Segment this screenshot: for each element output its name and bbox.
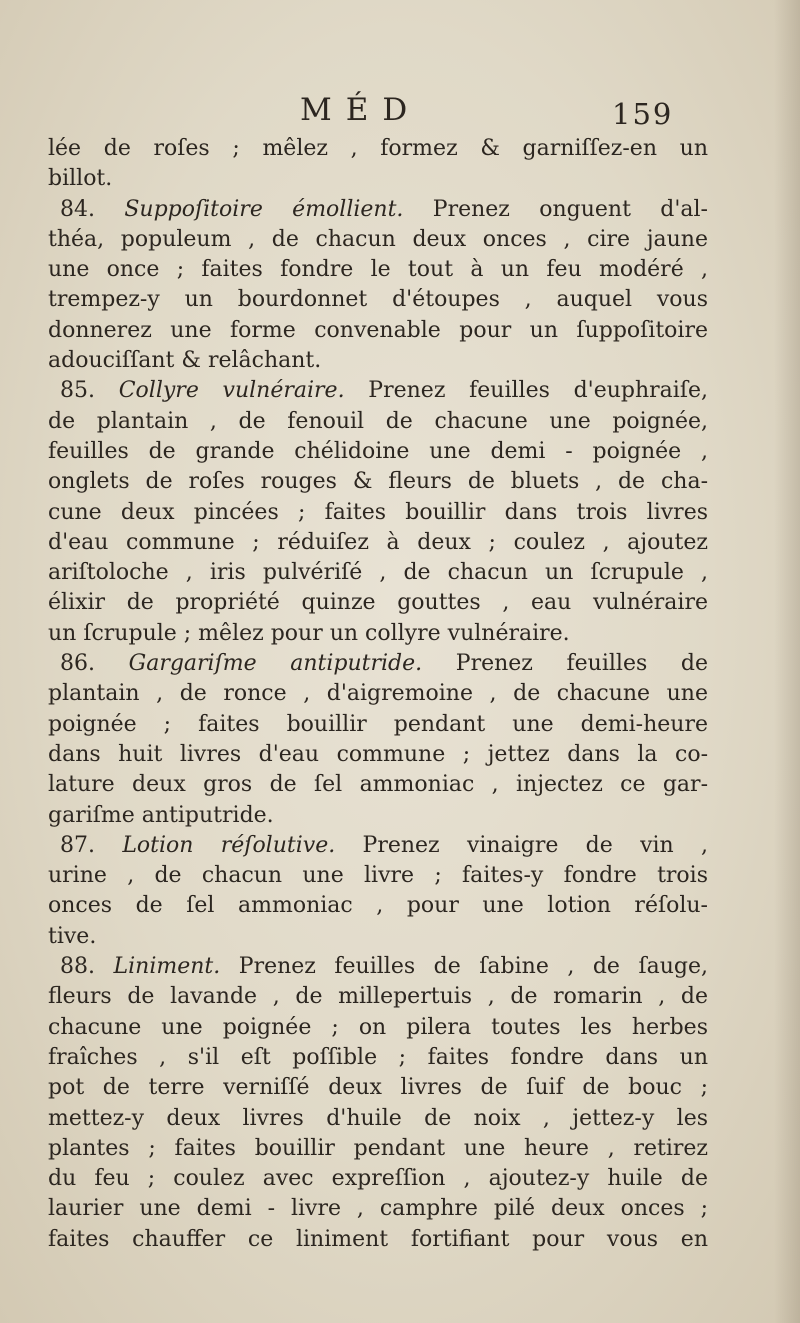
text-line: [48, 1225, 708, 1255]
line-text: mettez-y deux livres d'huile de noix , jettez-y les: [48, 1105, 708, 1131]
text-line: [48, 407, 708, 437]
line-text: Prenez feuilles d'euphraiſe,: [368, 378, 708, 404]
line-text: fleurs de lavande , de millepertuis , de romarin , de: [48, 984, 708, 1010]
text-line: [48, 467, 708, 497]
text-line: [48, 498, 708, 528]
text-line: [48, 952, 708, 982]
line-text: feuilles de grande chélidoine une demi - poignée ,: [48, 438, 708, 464]
entry-number: 86.: [60, 651, 95, 677]
line-text: donnerez une forme convenable pour un ſuppoſitoire: [48, 317, 708, 343]
entry-title: Liniment.: [113, 954, 221, 980]
line-text: un ſcrupule ; mêlez pour un collyre vulnéraire.: [48, 620, 570, 646]
body-text: [48, 134, 708, 1255]
text-line: [48, 982, 708, 1012]
line-text: une once ; faites fondre le tout à un feu modéré ,: [48, 257, 708, 283]
entry-number: 87.: [60, 832, 95, 858]
line-text: lée de roſes ; mêlez , formez & garniſſez-en un: [48, 136, 708, 161]
text-line: [48, 679, 708, 709]
line-text: tive.: [48, 923, 97, 949]
line-text: cune deux pincées ; faites bouillir dans trois livres: [48, 499, 708, 525]
line-text: de plantain , de fenouil de chacune une poignée,: [48, 408, 708, 434]
entry-title: Collyre vulnéraire.: [118, 378, 345, 404]
line-text: dans huit livres d'eau commune ; jettez dans la co-: [48, 741, 708, 767]
text-line: [48, 376, 708, 406]
text-line: [48, 285, 708, 315]
line-text: élixir de propriété quinze gouttes , eau vulnéraire: [48, 590, 708, 616]
text-line: [48, 1134, 708, 1164]
text-line: [48, 770, 708, 800]
page-header: [0, 92, 800, 132]
text-line: [48, 891, 708, 921]
line-text: chacune une poignée ; on pilera toutes les herbes: [48, 1014, 708, 1040]
entry-number: 84.: [60, 196, 95, 222]
text-line: [48, 437, 708, 467]
text-line: [48, 1164, 708, 1194]
text-line: [48, 134, 708, 164]
text-line: [48, 1043, 708, 1073]
line-text: gariſme antiputride.: [48, 802, 274, 828]
line-text: urine , de chacun une livre ; faites-y fondre trois: [48, 863, 708, 889]
entry-title: Gargariſme antiputride.: [128, 651, 423, 677]
line-text: fraîches , s'il eſt poſſible ; faites fondre dans un: [48, 1044, 708, 1070]
text-line: [48, 255, 708, 285]
text-line: [48, 1013, 708, 1043]
line-text: Prenez vinaigre de vin ,: [362, 832, 708, 858]
text-line: [48, 619, 708, 649]
line-text: d'eau commune ; réduiſez à deux ; coulez , ajoutez: [48, 529, 708, 555]
line-text: du feu ; coulez avec expreſſion , ajoutez-y huile de: [48, 1166, 708, 1192]
line-text: onces de ſel ammoniac , pour une lotion réſolu-: [48, 893, 708, 919]
line-text: billot.: [48, 166, 113, 192]
text-line: [48, 164, 708, 194]
running-head: MÉD: [300, 92, 422, 128]
text-line: [48, 1073, 708, 1103]
line-text: théa, populeum , de chacun deux onces , cire jaune: [48, 226, 708, 252]
entry-title: Lotion réſolutive.: [122, 832, 336, 858]
line-text: plantain , de ronce , d'aigremoine , de chacune une: [48, 681, 708, 707]
text-line: [48, 649, 708, 679]
line-text: plantes ; faites bouillir pendant une heure , retirez: [48, 1135, 708, 1161]
text-line: [48, 316, 708, 346]
text-line: [48, 225, 708, 255]
text-line: [48, 195, 708, 225]
line-text: pot de terre verniſſé deux livres de ſuif de bouc ;: [48, 1075, 708, 1101]
line-text: onglets de roſes rouges & fleurs de bluets , de cha-: [48, 469, 708, 495]
text-line: [48, 528, 708, 558]
text-line: [48, 861, 708, 891]
text-line: [48, 801, 708, 831]
line-text: Prenez feuilles de ſabine , de ſauge,: [238, 954, 708, 980]
text-line: [48, 558, 708, 588]
page-edge-shadow: [774, 0, 800, 1323]
page-number: 159: [612, 97, 674, 131]
line-text: poignée ; faites bouillir pendant une demi-heure: [48, 711, 708, 737]
text-line: [48, 831, 708, 861]
text-line: [48, 346, 708, 376]
entry-number: 85.: [60, 378, 95, 404]
line-text: laurier une demi - livre , camphre pilé deux onces ;: [48, 1196, 708, 1222]
line-text: trempez-y un bourdonnet d'étoupes , auquel vous: [48, 287, 708, 313]
text-line: [48, 922, 708, 952]
line-text: ariſtoloche , iris pulvériſé , de chacun un ſcrupule ,: [48, 560, 708, 586]
line-text: faites chauffer ce liniment fortifiant pour vous en: [48, 1226, 708, 1252]
text-line: [48, 710, 708, 740]
text-line: [48, 1194, 708, 1224]
entry-title: Suppoſitoire émollient.: [124, 196, 404, 222]
line-text: adouciſſant & relâchant.: [48, 348, 322, 374]
text-line: [48, 1104, 708, 1134]
text-line: [48, 740, 708, 770]
entry-number: 88.: [60, 954, 95, 980]
text-line: [48, 588, 708, 618]
line-text: Prenez feuilles de: [455, 651, 708, 677]
line-text: Prenez onguent d'al-: [432, 196, 708, 222]
line-text: lature deux gros de ſel ammoniac , injectez ce gar-: [48, 772, 708, 798]
